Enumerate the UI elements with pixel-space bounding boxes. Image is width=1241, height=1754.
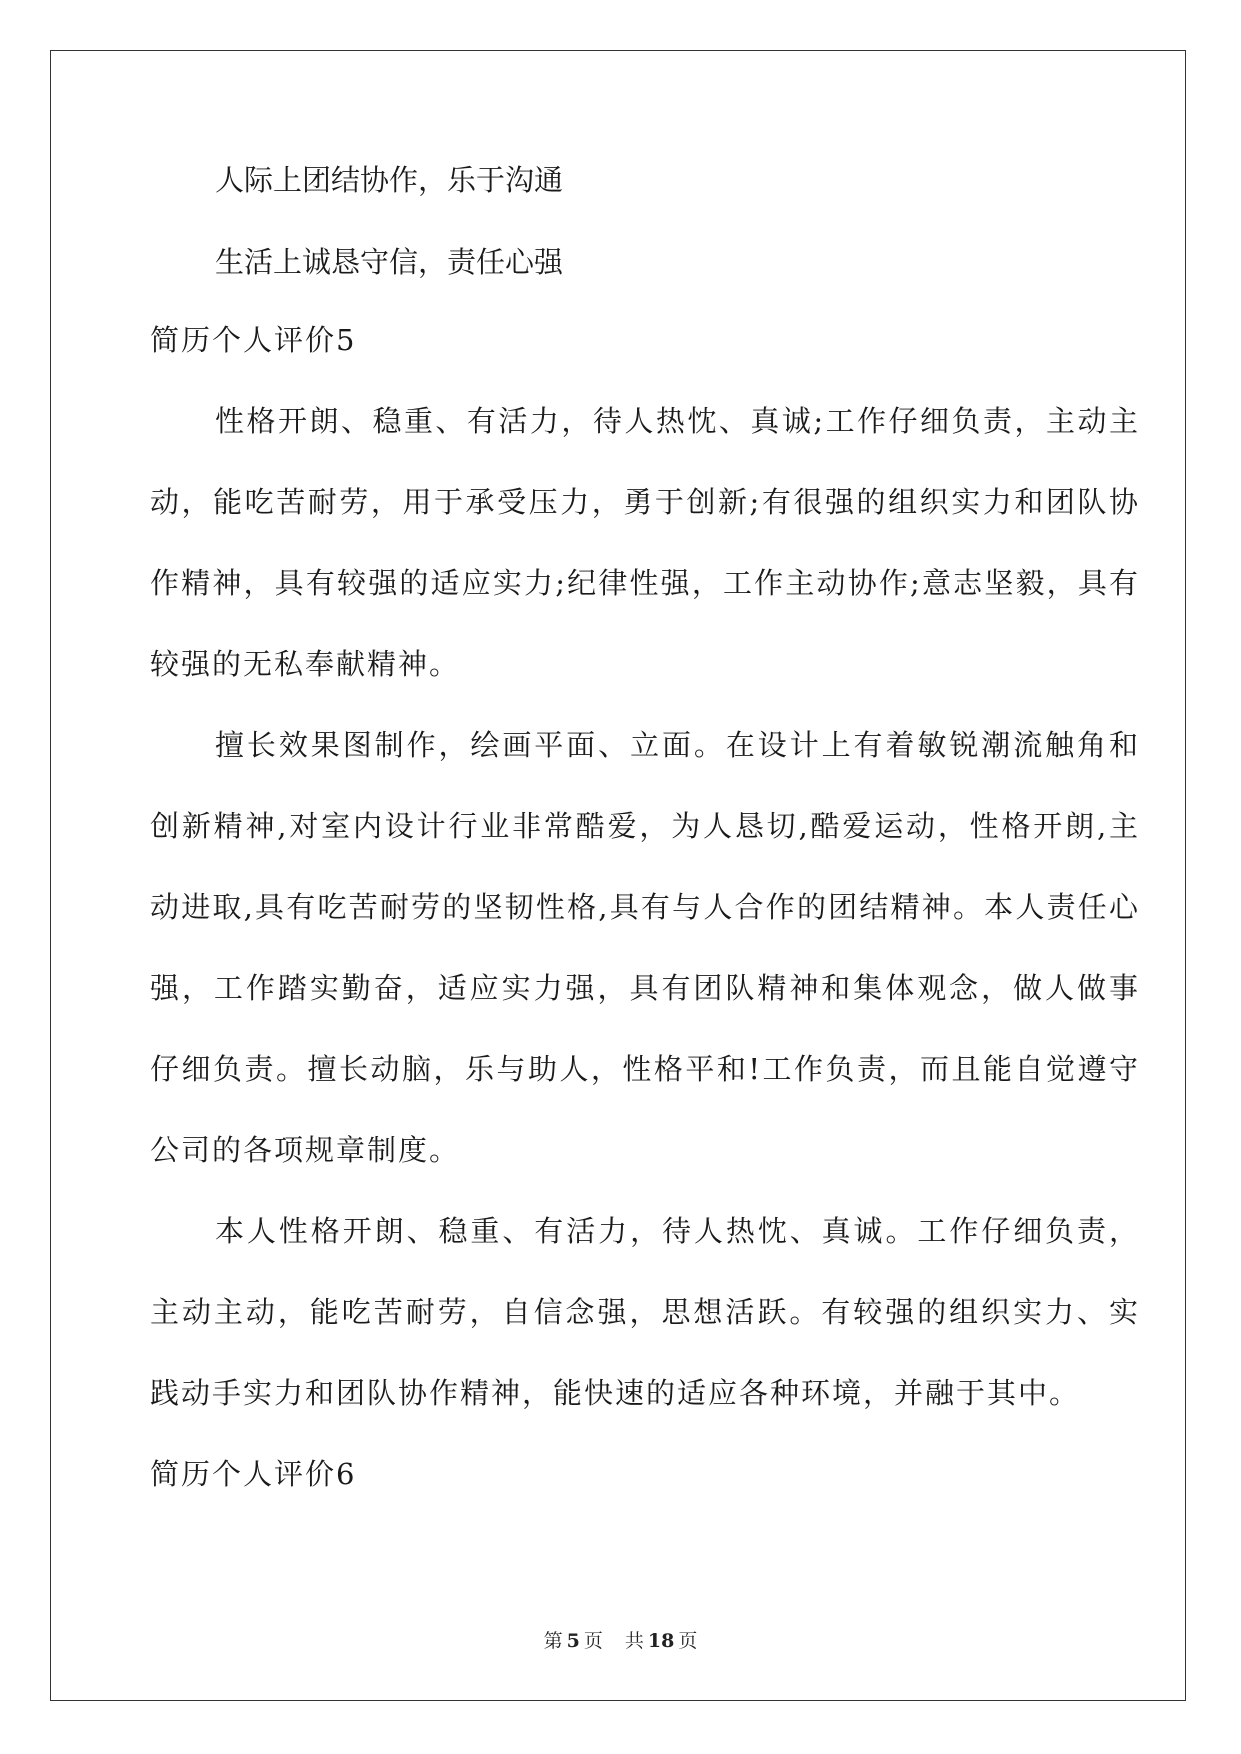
total-pages-label: 共 18 页 bbox=[624, 1630, 698, 1652]
paragraph: 性格开朗、稳重、有活力，待人热忱、真诚;工作仔细负责，主动主动，能吃苦耐劳，用于承受压力，勇于创新;有很强的组织实力和团队协作精神，具有较强的适应实力;纪律性强，工作主动协作;意志坚毅，具有较强的无私奉献精神。 bbox=[150, 404, 1140, 681]
section-heading: 简历个人评价5 bbox=[150, 323, 357, 357]
text-line: 生活上诚恳守信，责任心强 bbox=[215, 245, 564, 279]
document-body bbox=[150, 160, 1140, 1515]
paragraph: 本人性格开朗、稳重、有活力，待人热忱、真诚。工作仔细负责，主动主动，能吃苦耐劳，自信念强，思想活跃。有较强的组织实力、实践动手实力和团队协作精神，能快速的适应各种环境，并融于其中。 bbox=[150, 1214, 1140, 1410]
page-number-label: 第 5 页 bbox=[543, 1630, 603, 1652]
page-footer bbox=[0, 1626, 1241, 1653]
text-line: 人际上团结协作，乐于沟通 bbox=[215, 163, 564, 197]
section-heading: 简历个人评价6 bbox=[150, 1457, 357, 1491]
paragraph: 擅长效果图制作，绘画平面、立面。在设计上有着敏锐潮流触角和创新精神,对室内设计行业非常酷爱，为人恳切,酷爱运动，性格开朗,主动进取,具有吃苦耐劳的坚韧性格,具有与人合作的团结精神。本人责任心强，工作踏实勤奋，适应实力强，具有团队精神和集体观念，做人做事仔细负责。擅长动脑，乐与助人，性格平和!工作负责，而且能自觉遵守公司的各项规章制度。 bbox=[150, 728, 1140, 1167]
